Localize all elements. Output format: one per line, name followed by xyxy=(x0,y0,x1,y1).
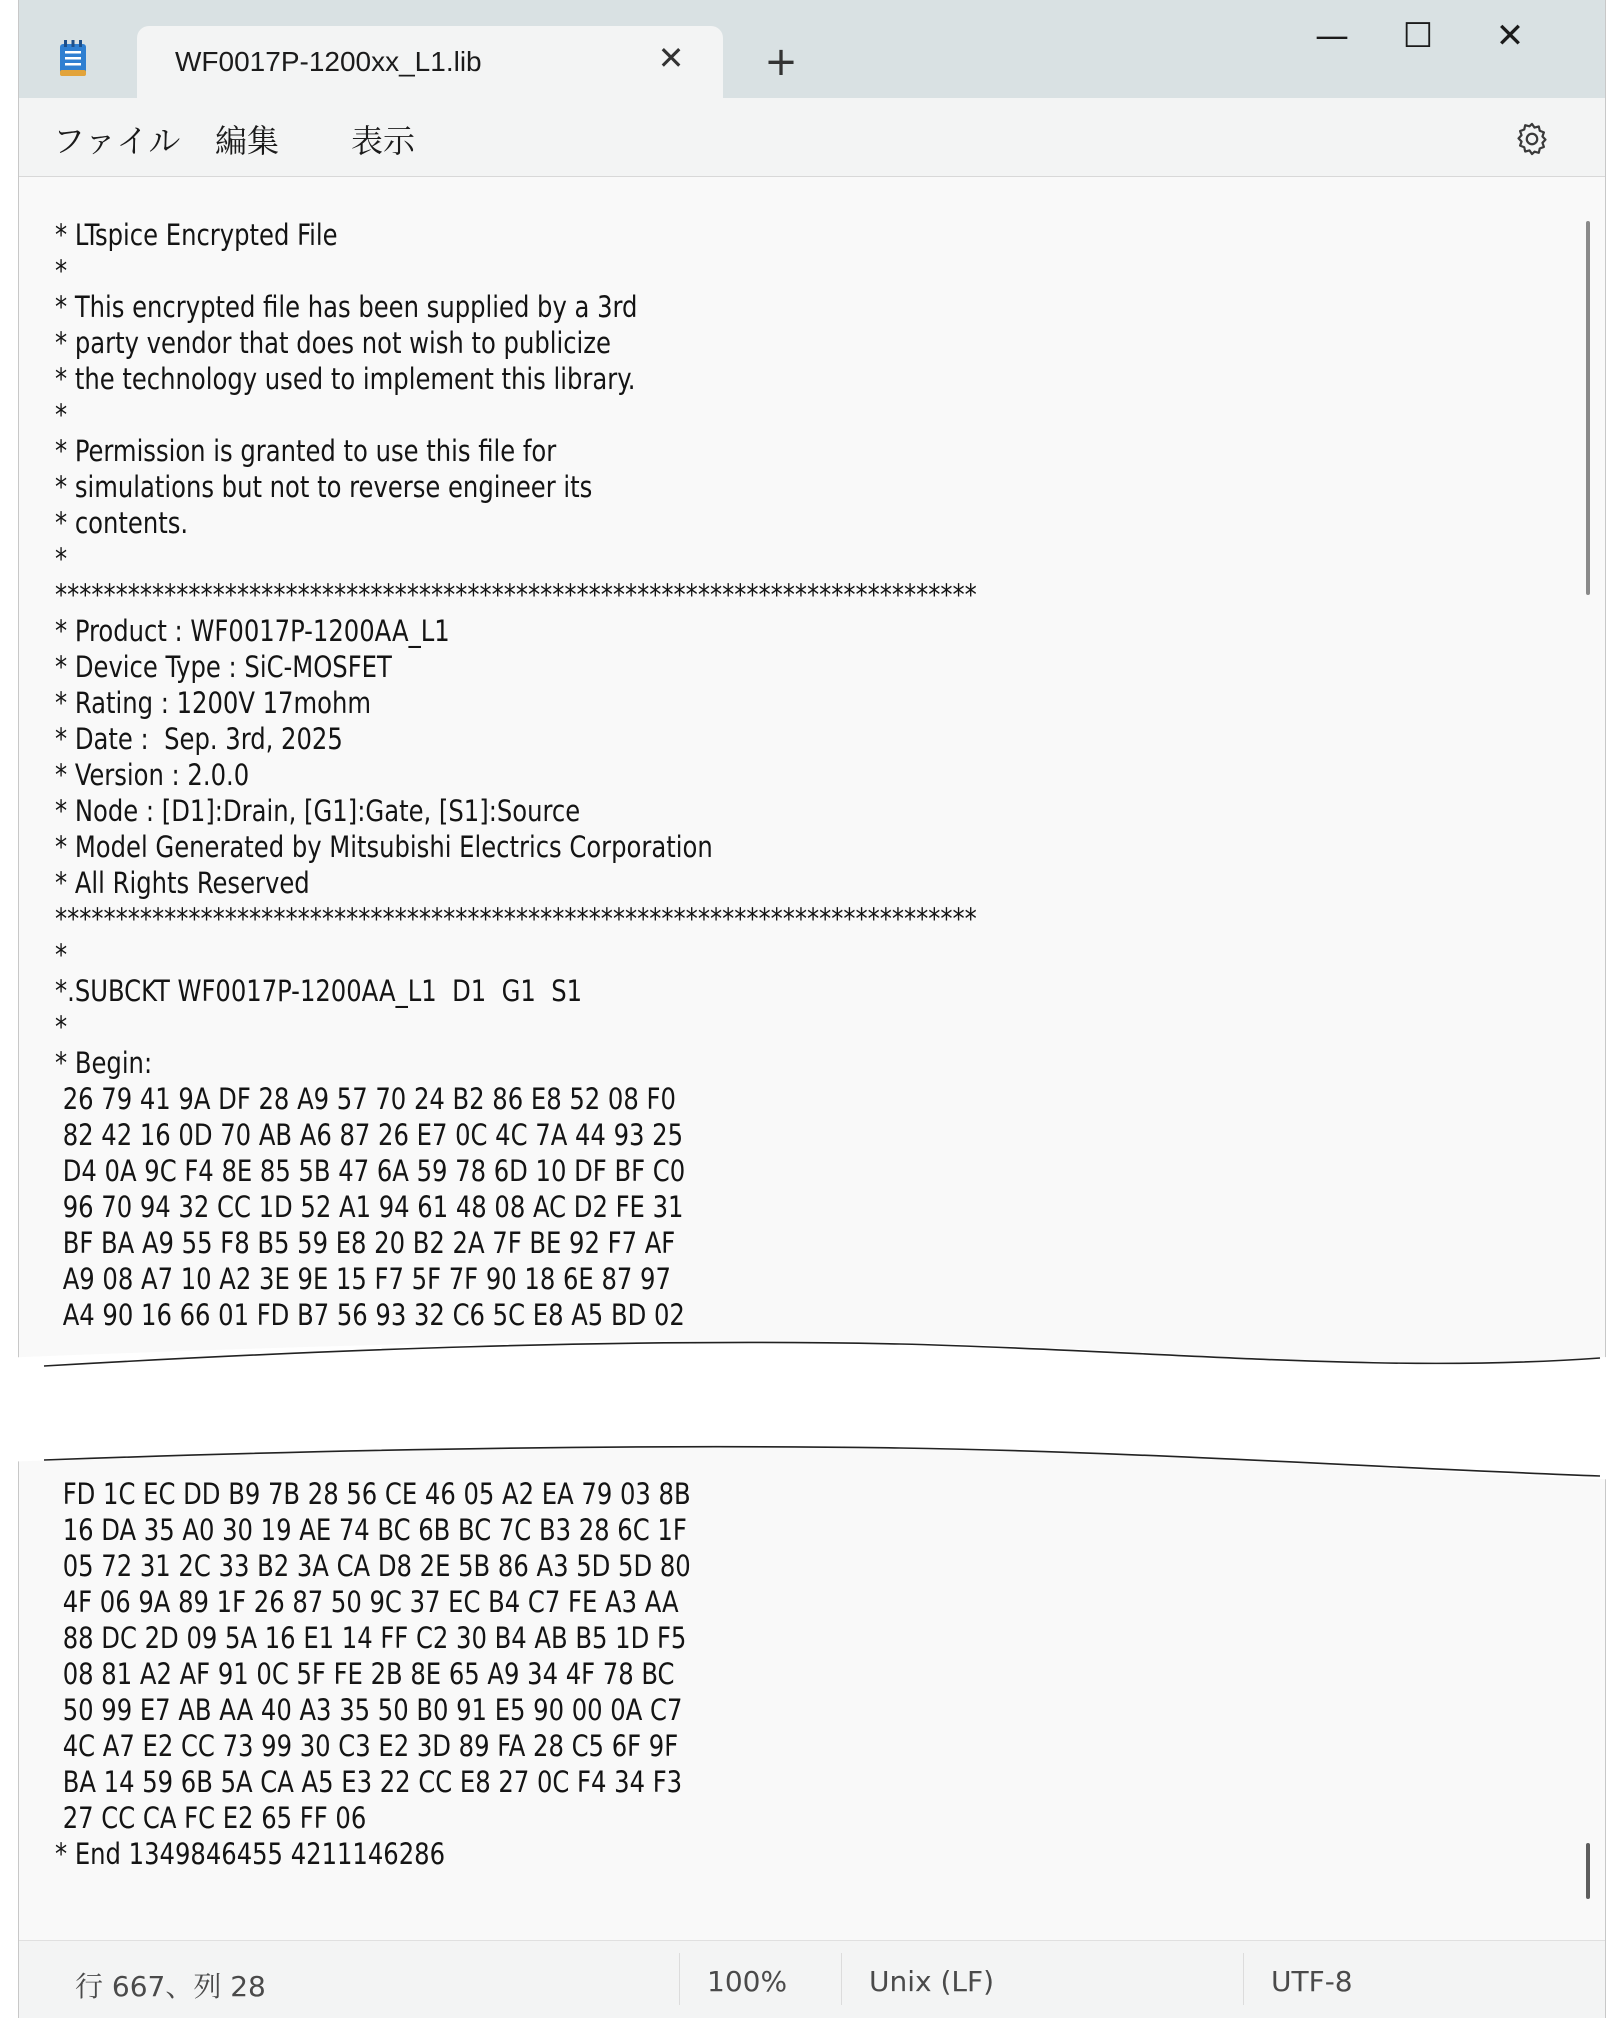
notepad-icon xyxy=(57,40,89,78)
scrollbar-thumb-end[interactable] xyxy=(1586,1843,1590,1899)
zoom-level[interactable]: 100% xyxy=(707,1965,788,1998)
maximize-button[interactable]: ☐ xyxy=(1402,16,1434,56)
tab-title: WF0017P-1200xx_L1.lib xyxy=(175,46,482,77)
editor-text-bottom: FD 1C EC DD B9 7B 28 56 CE 46 05 A2 EA 79 03 8B 16 DA 35 A0 30 19 AE 74 BC 6B BC 7C B3 28 6C 1F 05 72 31 2C 33 B2 3A CA D8 2E 5B 86 A3 5D 5D 80 4F 06 9A 89 1F 26 87 50 9C 37 EC B4 C7 FE A3 AA 88 DC 2D 09 5A 16 E1 14 FF C2 30 B4 AB B5 1D F5 08 81 A2 AF 91 0C 5F FE 2B 8E 65 A9 34 4F 78 BC 50 99 E7 AB AA 40 A3 35 50 B0 91 E5 90 00 0A C7 4C A7 E2 CC 73 99 30 C3 E2 3D 89 FA 28 C5 6F 9F BA 14 59 6B 5A CA A5 E3 22 CC E8 27 0C F4 34 F3 27 CC CA FC E2 65 FF 06 * End 1349846455 4211146286 xyxy=(55,1477,691,1871)
status-divider xyxy=(841,1953,842,2005)
cursor-position: 行 667、列 28 xyxy=(75,1970,266,2003)
text-editor[interactable] xyxy=(19,177,1605,1940)
gear-icon[interactable] xyxy=(1513,120,1551,158)
minimize-button[interactable]: — xyxy=(1315,16,1349,56)
close-button[interactable]: ✕ xyxy=(1495,16,1525,56)
notepad-window xyxy=(18,0,1606,2018)
line-ending[interactable]: Unix (LF) xyxy=(869,1965,995,1998)
menu-file[interactable]: ファイル xyxy=(53,122,181,160)
torn-page-gap xyxy=(0,1330,1622,1502)
tab-file[interactable] xyxy=(137,26,723,98)
menu-edit[interactable]: 編集 xyxy=(215,122,280,160)
title-bar xyxy=(19,0,1605,98)
status-bar xyxy=(19,1940,1605,2018)
status-divider xyxy=(679,1953,680,2005)
menu-view[interactable]: 表示 xyxy=(351,122,416,160)
tab-close-icon[interactable]: ✕ xyxy=(657,39,685,77)
editor-text-top: * LTspice Encrypted File * * This encrypted file has been supplied by a 3rd * party vendor that does not wish to publicize * the technology used to implement this library. * * Permission is granted to use this file for * simulations but not to reverse engineer its * contents. * **************************************************************************** * Product : WF0017P-1200AA_L1 * Device Type : SiC-MOSFET * Rating : 1200V 17mohm * Date : Sep. 3rd, 2025 * Version : 2.0.0 * Node : [D1]:Drain, [G1]:Gate, [S1]:Source * Model Generated by Mitsubishi Electrics Corporation * All Rights Reserved **************************************************************************** * *.SUBCKT WF0017P-1200AA_L1 D1 G1 S1 * * Begin: 26 79 41 9A DF 28 A9 57 70 24 B2 86 E8 52 08 F0 82 42 16 0D 70 AB A6 87 26 E7 0C 4C 7A 44 93 25 D4 0A 9C F4 8E 85 5B 47 6A 59 78 6D 10 DF BF C0 96 70 94 32 CC 1D 52 A1 94 61 48 08 AC D2 FE 31 BF BA A9 55 F8 B5 59 E8 20 B2 2A 7F BE 92 F7 AF A9 08 A7 10 A2 3E 9E 15 F7 5F 7F 90 18 6E 87 97 A4 90 16 66 01 FD B7 56 93 32 C6 5C E8 A5 BD 02 xyxy=(55,218,977,1332)
status-divider xyxy=(1243,1953,1244,2005)
scrollbar-thumb[interactable] xyxy=(1586,221,1590,595)
new-tab-button[interactable]: + xyxy=(764,39,798,85)
encoding[interactable]: UTF-8 xyxy=(1271,1965,1353,1998)
menu-bar xyxy=(19,98,1605,177)
